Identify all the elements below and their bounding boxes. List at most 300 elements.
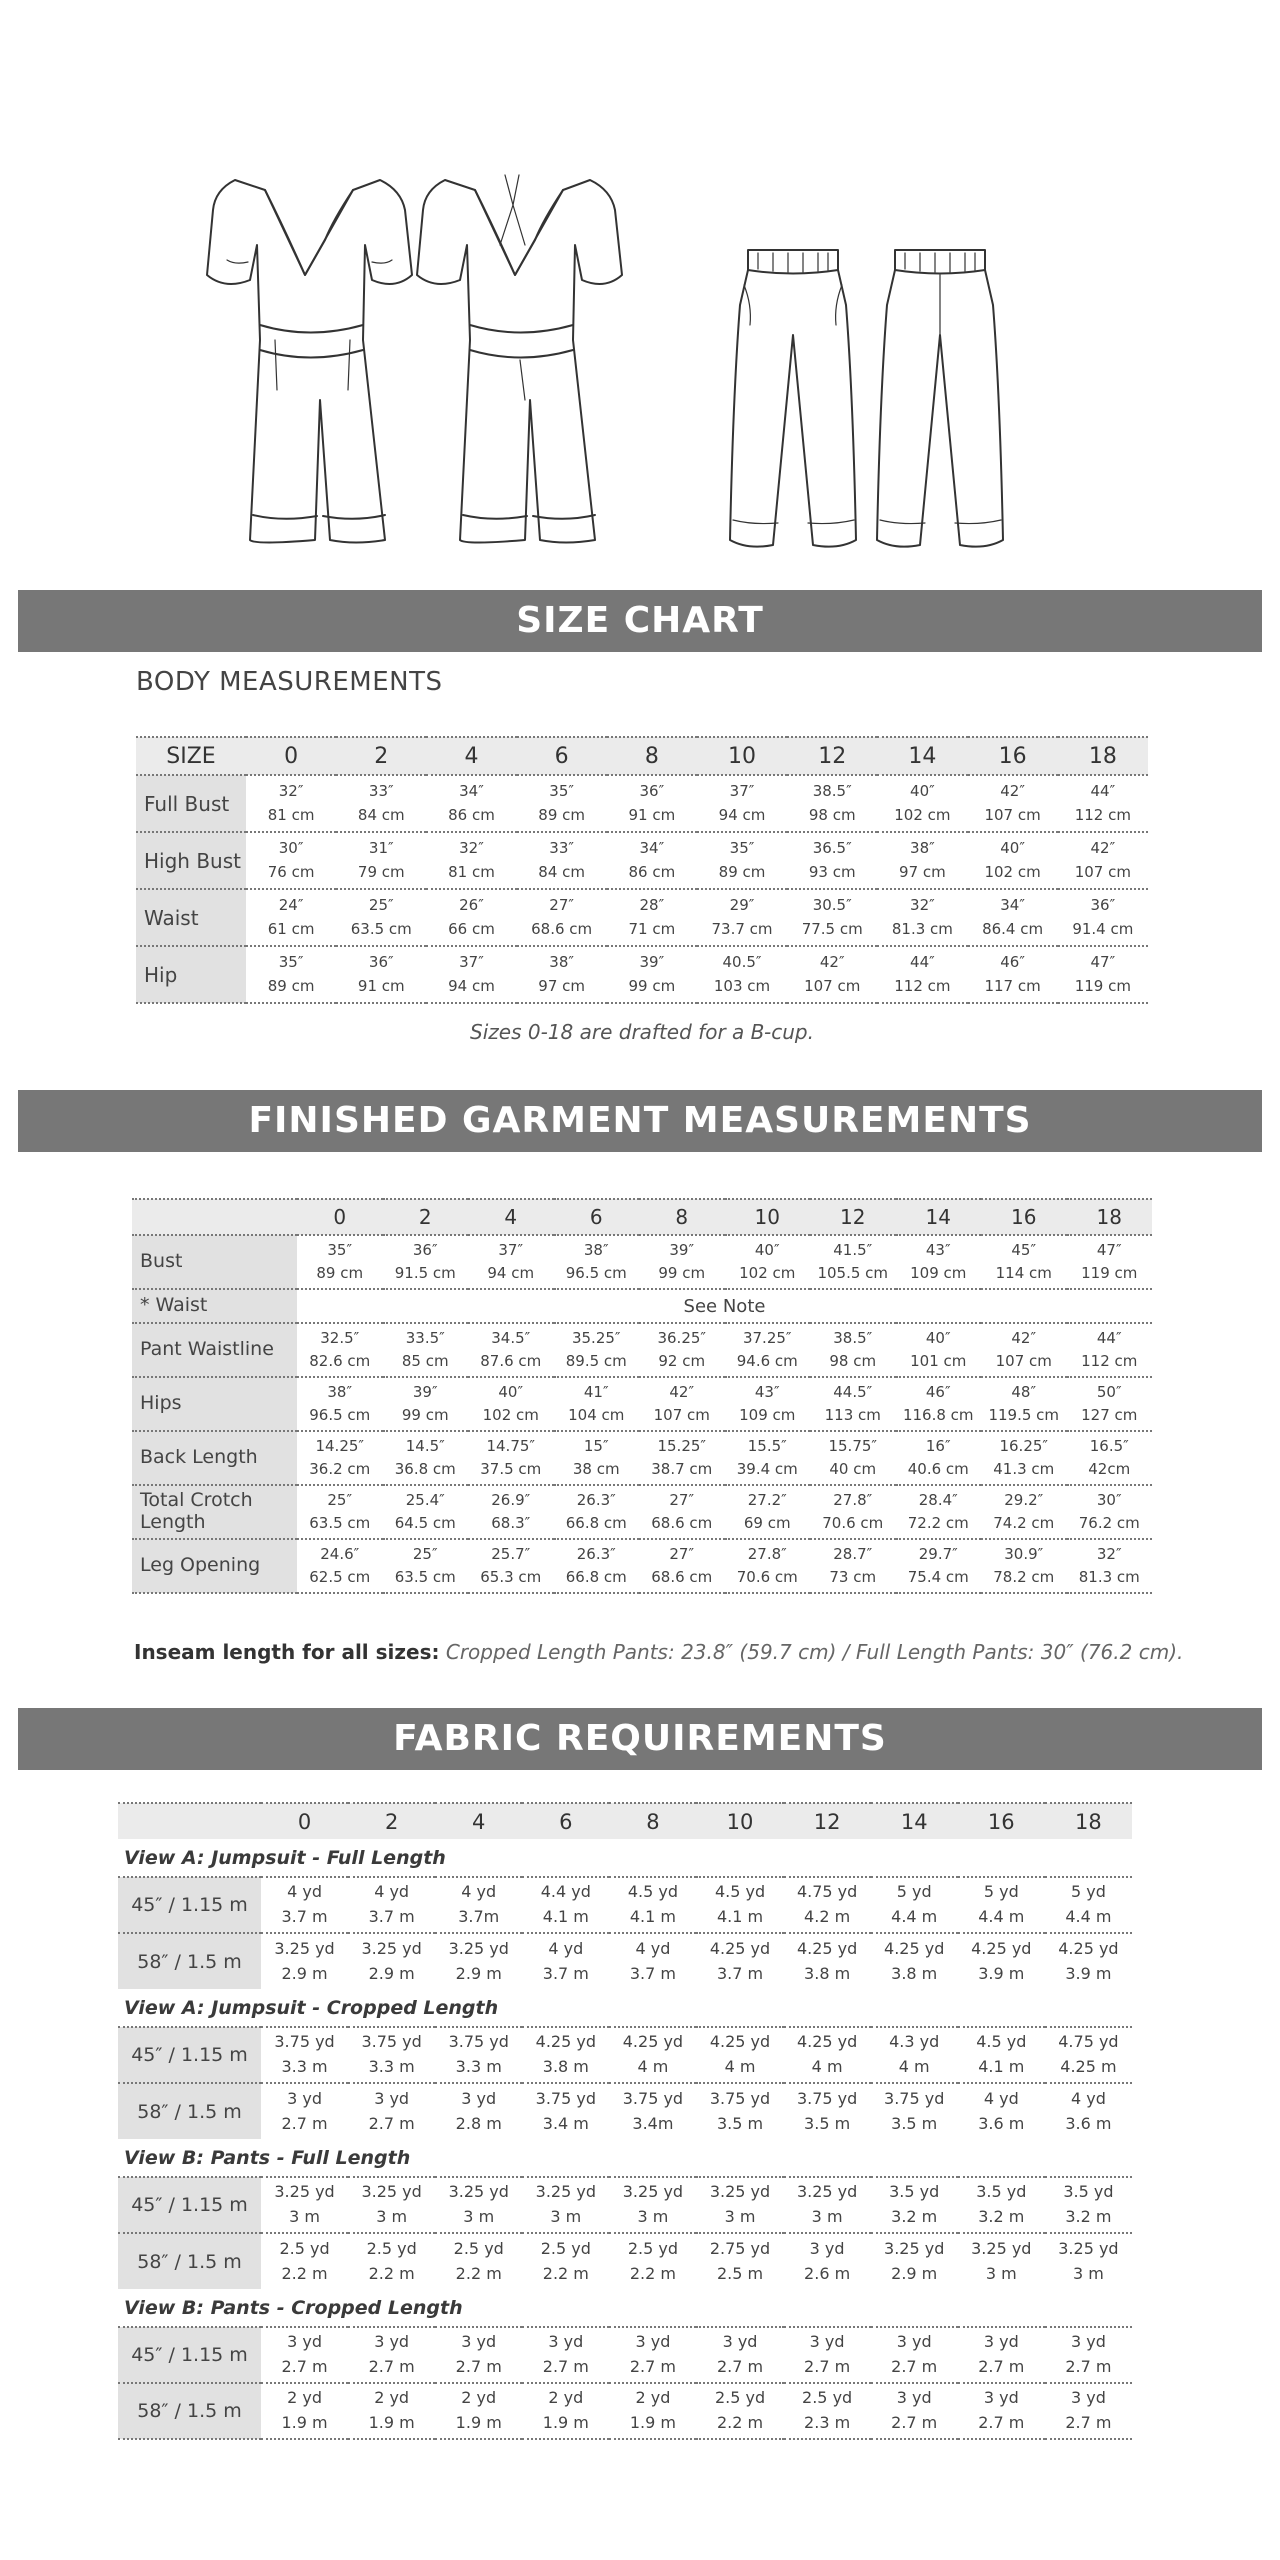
measurement-cell	[261, 2027, 348, 2083]
value-metric: 114 cm	[995, 1264, 1052, 1282]
value-imperial: 2 yd	[461, 2388, 497, 2408]
value-imperial: 4 yd	[983, 2088, 1019, 2108]
value-imperial: 31″	[368, 839, 394, 858]
value-imperial: 4 yd	[1070, 2088, 1106, 2108]
measurement-cell	[348, 2083, 435, 2139]
measurement-cell	[261, 2233, 348, 2289]
view-title: View A: Jumpsuit - Cropped Length	[124, 1996, 499, 2019]
value-metric: 2.7 m	[281, 2357, 328, 2376]
value-metric: 1.9 m	[281, 2413, 328, 2432]
value-metric: 3.9 m	[978, 1963, 1025, 1983]
measurement-cell	[981, 1431, 1067, 1485]
value-metric: 3.2 m	[978, 2207, 1025, 2226]
measurement-cell	[968, 946, 1058, 1003]
measurement-cell	[348, 2177, 435, 2233]
value-imperial: 3 yd	[896, 2388, 932, 2408]
measurement-cell	[877, 889, 967, 946]
measurement-cell	[426, 946, 516, 1003]
measurement-cell	[468, 1431, 554, 1485]
value-imperial: 43″	[754, 1382, 780, 1401]
size-column-header: 18	[1045, 1803, 1132, 1839]
measurement-cell	[261, 1877, 348, 1933]
value-metric: 36.2 cm	[309, 1460, 371, 1478]
value-imperial: 37″	[729, 782, 755, 801]
measurement-cell	[871, 2383, 958, 2439]
value-imperial: 35″	[327, 1240, 353, 1259]
measurement-cell	[522, 1877, 609, 1933]
row-label: * Waist	[132, 1289, 297, 1323]
value-metric: 3.2 m	[891, 2207, 938, 2226]
size-column-header: 12	[787, 737, 877, 775]
measurement-cell	[297, 1485, 383, 1539]
measurement-cell	[426, 832, 516, 889]
measurement-cell	[871, 2327, 958, 2383]
measurement-cell	[609, 2027, 696, 2083]
measurement-cell	[1045, 2177, 1132, 2233]
view-heading-row	[118, 1989, 1132, 2027]
row-label: Waist	[136, 889, 246, 946]
value-imperial: 14.25″	[315, 1436, 365, 1455]
measurement-cell	[435, 1933, 522, 1989]
value-metric: 86.4 cm	[982, 919, 1044, 938]
value-metric: 96.5 cm	[309, 1406, 371, 1424]
value-metric: 3.8 m	[804, 1963, 851, 1983]
value-metric: 98 cm	[808, 805, 856, 824]
measurement-cell	[435, 2027, 522, 2083]
value-metric: 4.1 m	[542, 1907, 589, 1926]
value-imperial: 3.25 yd	[796, 2182, 858, 2202]
measurement-cell	[609, 1933, 696, 1989]
value-imperial: 33″	[549, 839, 574, 858]
measurement-cell	[958, 2233, 1045, 2289]
value-imperial: 39″	[639, 953, 665, 972]
value-metric: 3.5 m	[716, 2113, 764, 2133]
fabric-requirements-banner: FABRIC REQUIREMENTS	[18, 1708, 1262, 1770]
value-imperial: 47″	[1096, 1240, 1122, 1259]
value-metric: 105.5 cm	[817, 1264, 889, 1282]
value-imperial: 3 yd	[287, 2088, 322, 2108]
measurement-cell	[896, 1323, 982, 1377]
value-metric: 40.6 cm	[907, 1460, 969, 1478]
row-label: Hip	[136, 946, 246, 1003]
value-metric: 86 cm	[628, 862, 676, 881]
row-label: Back Length	[132, 1431, 297, 1485]
value-metric: 3 m	[1072, 2263, 1104, 2283]
value-metric: 70.6 cm	[736, 1568, 798, 1586]
value-metric: 75.4 cm	[907, 1568, 969, 1586]
value-imperial: 32.5″	[320, 1328, 360, 1347]
value-imperial: 35″	[729, 839, 755, 858]
value-imperial: 27″	[669, 1544, 695, 1563]
value-metric: 2.7 m	[891, 2357, 938, 2376]
size-column-header: 0	[246, 737, 336, 775]
value-metric: 2.7 m	[1065, 2357, 1112, 2376]
table-row	[132, 1485, 1152, 1539]
fabric-width-label: 45″ / 1.15 m	[118, 2027, 261, 2083]
value-imperial: 3 yd	[635, 2332, 671, 2352]
value-imperial: 30″	[1096, 1490, 1122, 1509]
value-imperial: 34″	[1000, 896, 1025, 915]
value-metric: 38.7 cm	[651, 1460, 713, 1478]
value-imperial: 30.9″	[1004, 1544, 1044, 1563]
row-label: Leg Opening	[132, 1539, 297, 1593]
size-column-header: 4	[468, 1199, 554, 1235]
measurement-cell	[725, 1539, 811, 1593]
value-metric: 104 cm	[568, 1406, 625, 1424]
measurement-cell	[607, 946, 697, 1003]
table-row	[118, 1933, 1132, 1989]
value-metric: 84 cm	[357, 805, 405, 824]
value-metric: 3.6 m	[1065, 2113, 1112, 2133]
value-metric: 3.5 m	[804, 2113, 851, 2133]
measurement-cell	[639, 1377, 725, 1431]
value-metric: 68.3″	[491, 1514, 531, 1532]
measurement-cell	[348, 2327, 435, 2383]
measurement-cell	[787, 889, 877, 946]
measurement-cell	[435, 2233, 522, 2289]
value-imperial: 3.75 yd	[622, 2088, 684, 2108]
measurement-cell	[468, 1323, 554, 1377]
value-imperial: 4.4 yd	[540, 1882, 591, 1902]
measurement-cell	[1058, 832, 1148, 889]
value-imperial: 14.75″	[486, 1436, 536, 1455]
measurement-cell	[784, 2327, 871, 2383]
value-metric: 68.6 cm	[651, 1514, 713, 1532]
value-imperial: 2 yd	[548, 2388, 584, 2408]
value-metric: 2.2 m	[455, 2263, 502, 2283]
value-metric: 1.9 m	[455, 2413, 502, 2432]
value-metric: 40 cm	[829, 1460, 877, 1478]
value-metric: 81 cm	[267, 805, 315, 824]
corner-cell	[132, 1199, 297, 1235]
value-imperial: 4.3 yd	[889, 2032, 940, 2052]
value-imperial: 42″	[819, 953, 845, 972]
value-imperial: 4 yd	[374, 1882, 410, 1902]
value-imperial: 44″	[1096, 1328, 1122, 1347]
measurement-cell	[787, 832, 877, 889]
value-metric: 116.8 cm	[902, 1406, 974, 1424]
value-metric: 119.5 cm	[988, 1406, 1060, 1424]
size-column-header: 12	[784, 1803, 871, 1839]
measurement-cell	[261, 2083, 348, 2139]
measurement-cell	[554, 1235, 640, 1289]
value-metric: 2.3 m	[804, 2413, 851, 2432]
table-row	[132, 1539, 1152, 1593]
measurement-cell	[871, 1933, 958, 1989]
value-imperial: 4.25 yd	[796, 2032, 858, 2052]
value-metric: 76.2 cm	[1078, 1514, 1140, 1532]
value-metric: 3 m	[637, 2207, 669, 2226]
value-imperial: 3.25 yd	[448, 2182, 509, 2202]
value-imperial: 35″	[278, 953, 304, 972]
measurement-cell	[607, 832, 697, 889]
value-imperial: 5 yd	[896, 1882, 932, 1902]
finished-garment-banner: FINISHED GARMENT MEASUREMENTS	[18, 1090, 1262, 1152]
measurement-cell	[896, 1539, 982, 1593]
value-metric: 2.7 m	[891, 2413, 938, 2432]
size-column-header: 16	[958, 1803, 1045, 1839]
value-imperial: 3 yd	[548, 2332, 584, 2352]
measurement-cell	[810, 1235, 896, 1289]
value-metric: 2.7 m	[1065, 2413, 1112, 2432]
measurement-cell	[725, 1323, 811, 1377]
value-imperial: 44.5″	[833, 1382, 873, 1401]
value-metric: 2.7 m	[368, 2113, 415, 2133]
value-imperial: 26.3″	[576, 1490, 616, 1509]
measurement-cell	[383, 1235, 469, 1289]
value-metric: 92 cm	[658, 1352, 706, 1370]
value-metric: 99 cm	[628, 976, 676, 995]
measurement-cell	[554, 1323, 640, 1377]
value-imperial: 41″	[583, 1382, 609, 1401]
measurement-cell	[968, 832, 1058, 889]
value-metric: 98 cm	[829, 1352, 877, 1370]
size-header: SIZE	[136, 737, 246, 775]
size-column-header: 16	[968, 737, 1058, 775]
value-imperial: 24.6″	[320, 1544, 360, 1563]
value-metric: 117 cm	[984, 976, 1041, 995]
value-imperial: 37.25″	[742, 1328, 792, 1347]
size-column-header: 4	[426, 737, 516, 775]
measurement-cell	[784, 2383, 871, 2439]
size-column-header: 4	[435, 1803, 522, 1839]
measurement-cell	[968, 775, 1058, 832]
value-imperial: 34″	[639, 839, 665, 858]
value-imperial: 4 yd	[461, 1882, 497, 1902]
measurement-cell	[383, 1377, 469, 1431]
measurement-cell	[871, 1877, 958, 1933]
value-imperial: 5 yd	[1070, 1882, 1106, 1902]
value-imperial: 16.25″	[999, 1436, 1049, 1455]
value-metric: 74.2 cm	[993, 1514, 1055, 1532]
value-metric: 4 m	[637, 2057, 669, 2076]
fabric-width-label: 58″ / 1.5 m	[118, 2083, 261, 2139]
measurement-cell	[1045, 2083, 1132, 2139]
value-metric: 62.5 cm	[309, 1568, 371, 1586]
measurement-cell	[522, 2177, 609, 2233]
value-imperial: 3.25 yd	[971, 2238, 1032, 2258]
value-metric: 101 cm	[910, 1352, 967, 1370]
value-metric: 2.7 m	[368, 2357, 415, 2376]
measurement-cell	[1067, 1431, 1153, 1485]
value-metric: 61 cm	[267, 919, 315, 938]
technical-illustrations	[0, 0, 1280, 585]
fabric-width-label: 45″ / 1.15 m	[118, 2177, 261, 2233]
measurement-cell	[348, 2027, 435, 2083]
value-imperial: 39″	[412, 1382, 438, 1401]
value-metric: 81.3 cm	[1078, 1568, 1140, 1586]
value-imperial: 3.75 yd	[709, 2088, 771, 2108]
measurement-cell	[261, 2383, 348, 2439]
measurement-cell	[522, 2083, 609, 2139]
value-imperial: 27.8″	[747, 1544, 787, 1563]
value-metric: 99 cm	[401, 1406, 449, 1424]
measurement-cell	[871, 2083, 958, 2139]
size-chart-banner: SIZE CHART	[18, 590, 1262, 652]
value-imperial: 29.7″	[918, 1544, 958, 1563]
row-label: High Bust	[136, 832, 246, 889]
value-imperial: 3 yd	[461, 2088, 497, 2108]
value-metric: 3.7 m	[281, 1907, 328, 1926]
value-imperial: 3.25 yd	[535, 2182, 596, 2202]
value-imperial: 4.25 yd	[1058, 1938, 1119, 1958]
value-imperial: 3.75 yd	[361, 2032, 422, 2052]
value-metric: 89 cm	[316, 1264, 364, 1282]
inseam-label: Inseam length for all sizes:	[134, 1640, 440, 1664]
value-metric: 3 m	[376, 2207, 408, 2226]
value-metric: 4.1 m	[978, 2057, 1025, 2076]
measurement-cell	[348, 1933, 435, 1989]
value-metric: 4.2 m	[804, 1907, 851, 1926]
fabric-width-label: 58″ / 1.5 m	[118, 2233, 261, 2289]
value-imperial: 4 yd	[548, 1938, 584, 1958]
value-imperial: 27.8″	[833, 1490, 873, 1509]
value-imperial: 46″	[925, 1382, 951, 1401]
value-imperial: 32″	[278, 782, 304, 801]
value-imperial: 38″	[583, 1240, 609, 1259]
measurement-cell	[981, 1323, 1067, 1377]
size-column-header: 8	[639, 1199, 725, 1235]
measurement-cell	[348, 1877, 435, 1933]
value-imperial: 3.75 yd	[448, 2032, 509, 2052]
value-metric: 3.3 m	[455, 2057, 502, 2076]
view-title: View B: Pants - Cropped Length	[124, 2296, 463, 2319]
table-row	[118, 2383, 1132, 2439]
measurement-cell	[981, 1235, 1067, 1289]
value-imperial: 2 yd	[287, 2388, 322, 2408]
value-imperial: 40″	[754, 1240, 780, 1259]
size-column-header: 12	[810, 1199, 896, 1235]
row-label: Pant Waistline	[132, 1323, 297, 1377]
measurement-cell	[784, 2177, 871, 2233]
value-imperial: 3.5 yd	[976, 2182, 1027, 2202]
measurement-cell	[958, 2027, 1045, 2083]
value-metric: 112 cm	[1074, 805, 1131, 824]
size-column-header: 2	[336, 737, 426, 775]
size-column-header: 14	[877, 737, 967, 775]
value-imperial: 40″	[498, 1382, 524, 1401]
value-metric: 99 cm	[658, 1264, 706, 1282]
view-title: View B: Pants - Full Length	[124, 2146, 411, 2169]
value-metric: 4 m	[898, 2057, 930, 2076]
value-imperial: 4.25 yd	[709, 2032, 771, 2052]
measurement-cell	[554, 1539, 640, 1593]
value-metric: 97 cm	[538, 976, 586, 995]
measurement-cell	[246, 832, 336, 889]
value-metric: 91.5 cm	[394, 1264, 456, 1282]
value-imperial: 4 yd	[287, 1882, 322, 1902]
value-imperial: 2.5 yd	[279, 2238, 330, 2258]
value-metric: 2.9 m	[455, 1963, 502, 1983]
measurement-cell	[810, 1377, 896, 1431]
value-imperial: 3.25 yd	[274, 1938, 335, 1958]
value-metric: 63.5 cm	[350, 919, 412, 938]
value-metric: 2.2 m	[281, 2263, 328, 2283]
value-metric: 3.6 m	[978, 2113, 1025, 2133]
value-metric: 3.3 m	[368, 2057, 415, 2076]
value-metric: 39.4 cm	[736, 1460, 798, 1478]
table-row	[132, 1377, 1152, 1431]
size-column-header: 18	[1067, 1199, 1153, 1235]
value-metric: 2.2 m	[368, 2263, 415, 2283]
measurement-cell	[697, 832, 787, 889]
table-row	[136, 946, 1148, 1003]
value-imperial: 26″	[459, 896, 484, 915]
value-imperial: 45″	[1011, 1240, 1037, 1259]
value-imperial: 5 yd	[983, 1882, 1019, 1902]
value-metric: 89 cm	[718, 862, 766, 881]
value-metric: 97 cm	[899, 862, 946, 881]
value-imperial: 3.25 yd	[622, 2182, 684, 2202]
inseam-note	[134, 1640, 1264, 1664]
value-metric: 89.5 cm	[565, 1352, 627, 1370]
value-imperial: 3.75 yd	[535, 2088, 596, 2108]
value-imperial: 4.25 yd	[622, 2032, 684, 2052]
measurement-cell	[1045, 1933, 1132, 1989]
value-imperial: 28.7″	[833, 1544, 873, 1563]
value-imperial: 3 yd	[809, 2238, 845, 2258]
measurement-cell	[246, 946, 336, 1003]
value-imperial: 44″	[910, 953, 935, 972]
view-title: View A: Jumpsuit - Full Length	[124, 1846, 446, 1869]
value-imperial: 4.75 yd	[796, 1882, 858, 1902]
value-metric: 86 cm	[448, 805, 495, 824]
measurement-cell	[297, 1539, 383, 1593]
value-metric: 4 m	[811, 2057, 843, 2076]
view-heading-row	[118, 2139, 1132, 2177]
measurement-cell	[958, 1877, 1045, 1933]
value-metric: 4 m	[724, 2057, 756, 2076]
value-metric: 109 cm	[910, 1264, 967, 1282]
measurement-cell	[522, 1933, 609, 1989]
value-imperial: 3.25 yd	[361, 1938, 422, 1958]
value-metric: 84 cm	[538, 862, 586, 881]
measurement-cell	[435, 2383, 522, 2439]
value-metric: 78.2 cm	[993, 1568, 1055, 1586]
measurement-cell	[697, 775, 787, 832]
measurement-cell	[968, 889, 1058, 946]
value-imperial: 2.5 yd	[453, 2238, 504, 2258]
value-imperial: 3.25 yd	[361, 2182, 422, 2202]
value-imperial: 27″	[549, 896, 574, 915]
value-imperial: 4.5 yd	[627, 1882, 678, 1902]
measurement-cell	[468, 1377, 554, 1431]
value-imperial: 44″	[1090, 782, 1116, 801]
value-metric: 2.5 m	[716, 2263, 764, 2283]
value-metric: 119 cm	[1074, 976, 1131, 995]
measurement-cell	[554, 1377, 640, 1431]
value-imperial: 40.5″	[722, 953, 762, 972]
value-imperial: 3 yd	[983, 2388, 1019, 2408]
value-imperial: 15.75″	[828, 1436, 878, 1455]
value-imperial: 32″	[910, 896, 935, 915]
row-label: Full Bust	[136, 775, 246, 832]
measurement-cell	[348, 2233, 435, 2289]
value-metric: 36.8 cm	[394, 1460, 456, 1478]
body-measurements-heading: BODY MEASUREMENTS	[136, 667, 443, 697]
measurement-cell	[958, 2177, 1045, 2233]
measurement-cell	[522, 2233, 609, 2289]
measurement-cell	[383, 1539, 469, 1593]
value-imperial: 50″	[1096, 1382, 1122, 1401]
measurement-cell	[435, 2177, 522, 2233]
see-note: See Note	[297, 1289, 1152, 1323]
value-metric: 2.6 m	[804, 2263, 851, 2283]
measurement-cell	[787, 946, 877, 1003]
value-metric: 2.9 m	[891, 2263, 938, 2283]
measurement-cell	[554, 1431, 640, 1485]
value-imperial: 2 yd	[635, 2388, 671, 2408]
